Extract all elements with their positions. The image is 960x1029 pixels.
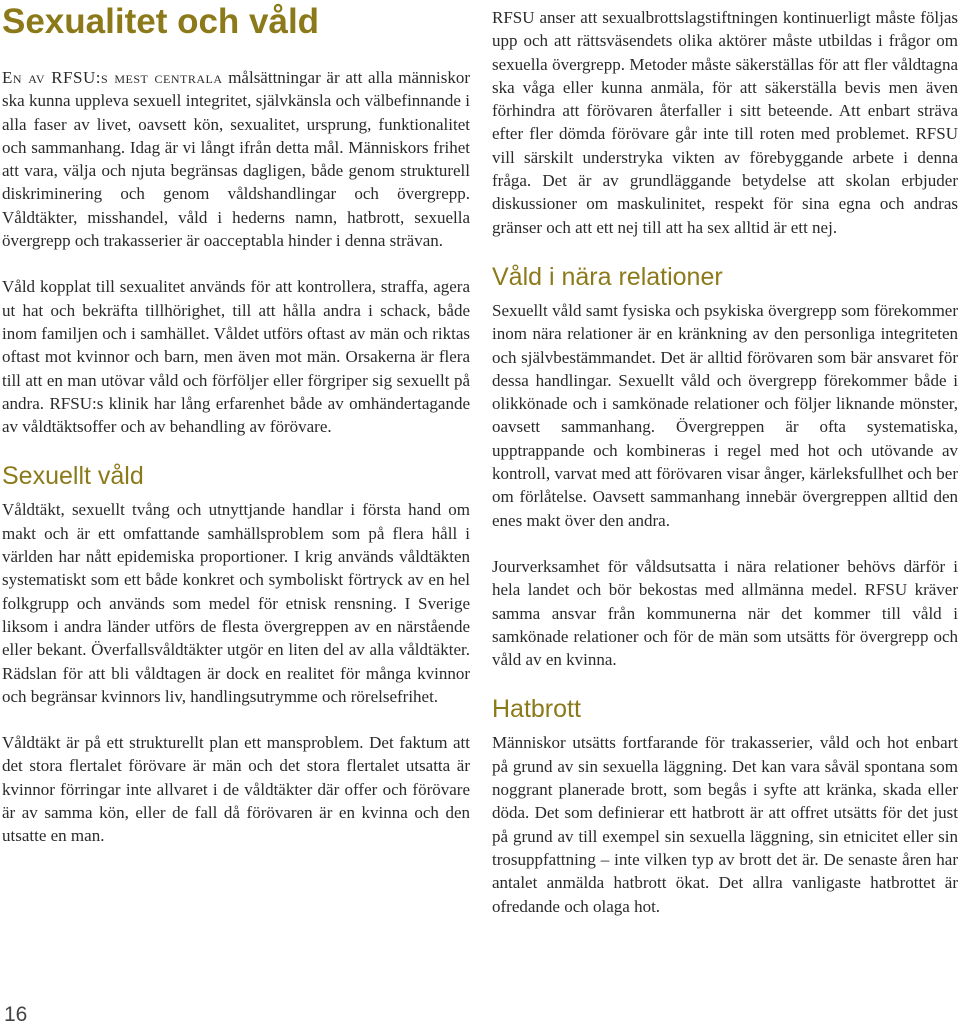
left-column — [2, 0, 470, 871]
heading-hatbrott: Hatbrott — [492, 695, 581, 724]
paragraph-hatbrott: Människor utsätts fortfarande för trakasserier, våld och hot enbart på grund av sin sexuella läggning. Det kan vara såväl spontana som noggrant planerade brott, som begås i syfte att kränka, skada eller döda. Det som definierar ett hatbrott är att offret utsätts för det just på grund av till exempel sin sexuella läggning, sin etnicitet eller sin trosuppfattning – inte vilken typ av brott det är. De senaste åren har antalet anmälda hatbrott ökat. Det allra vanligaste hatbrottet är ofredande och olaga hot. — [492, 733, 958, 916]
intro-lead-smallcaps: En av RFSU:s mest centrala — [2, 68, 223, 87]
intro-rest: målsättningar är att alla människor ska kunna uppleva sexuell integritet, självkänsla och välbefinnande i alla faser av livet, oavsett kön, sexualitet, ursprung, funktionalitet och sammanhang. Idag är vi långt ifrån detta mål. Människors frihet att vara, välja och njuta begränsas dagligen, både genom strukturell diskriminering och genom våldshandlingar och övergrepp. Våldtäkter, misshandel, våld i hederns namn, hatbrott, sexuella övergrepp och trakasserier är oacceptabla hinder i denna strävan. — [2, 68, 470, 251]
heading-sexuellt-vald: Sexuellt våld — [2, 462, 144, 491]
paragraph-vald-kopplat: Våld kopplat till sexualitet används för att kontrollera, straffa, agera ut hat och bekräfta tillhörighet, till att hålla andra i schack, både inom familjen och i samhället. Våldet utförs oftast av män och riktas oftast mot kvinnor och barn, men även mot män. Orsakerna är flera till att en man utövar våld och förföljer eller förgriper sig sexuellt på andra. RFSU:s klinik har lång erfarenhet både av omhändertagande av våldtäktsoffer och av behandling av förövare. — [2, 277, 470, 437]
right-column — [492, 6, 958, 941]
page-number: 16 — [4, 1003, 28, 1026]
paragraph-sexuellt-vald-nara: Sexuellt våld samt fysiska och psykiska övergrepp som förekommer inom nära relationer är en kränkning av den personliga integriteten och självbestämmandet. Det är alltid förövaren som bär ansvaret för dessa handlingar. Sexuellt våld och övergrepp förekommer både i olikkönade och i samkönade relationer och följer liknande mönster, oavsett sammanhang. Övergreppen är ofta systematiska, upptrappande och kombineras i regel med hot och utövande av kontroll, varvat med att förövaren visar ånger, kärleksfullhet och ber om förlåtelse. Oavsett sammanhang innebär övergreppen alltid den enes makt över den andra. — [492, 300, 958, 530]
paragraph-rfsu-anser: RFSU anser att sexualbrottslagstiftningen kontinuerligt måste följas upp och att rättsväsendets olika aktörer måste utbildas i frågor om sexuella övergrepp. Metoder måste säkerställas för att fler våldtagna ska våga eller kunna anmäla, för att säkerställa bevis men även förhindra att förövaren återfaller i sitt beteende. Att enbart sträva efter fler dömda förövare går inte till roten med problemet. RFSU vill särskilt understryka vikten av förebyggande arbete i denna fråga. Det är av grundläggande betydelse att skolan erbjuder diskussioner om maskulinitet, respekt för sina egna och andras gränser och att ett nej till att ha sex alltid är ett nej. — [492, 8, 958, 237]
page-title: Sexualitet och våld — [2, 2, 320, 41]
paragraph-jourverksamhet: Jourverksamhet för våldsutsatta i nära relationer behövs därför i hela landet och bör bekostas med allmänna medel. RFSU kräver samma ansvar från kommunerna när det kommer till våld i samkönade relationer och för de män som utsätts för övergrepp och våld av en kvinna. — [492, 556, 958, 670]
paragraph-mansproblem: Våldtäkt är på ett strukturellt plan ett mansproblem. Det faktum att det stora flertalet förövare är män och det stora flertalet utsatta är kvinnor förringar inte allvaret i de våldtäkter där offer och förövare är av samma kön, eller de fall då förövaren är en kvinna och den utsatte en man. — [2, 733, 470, 846]
heading-vald-i-nara-relationer: Våld i nära relationer — [492, 262, 723, 291]
paragraph-valdtakt: Våldtäkt, sexuellt tvång och utnyttjande handlar i första hand om makt och är ett omfattande samhällsproblem som på flera håll i världen har nått epidemiska proportioner. I krig används våldtäkten systematiskt som ett både konkret och symboliskt förtryck av en hel folkgrupp och används som medel för etnisk rensning. I Sverige liksom i andra länder utförs de flesta övergreppen av en närstående eller bekant. Överfallsvåldtäkter utgör en liten del av alla våldtäkter. Rädslan för att bli våldtagen är dock en realitet för många kvinnor och begränsar kvinnors liv, handlingsutrymme och rörelsefrihet. — [2, 500, 470, 706]
intro-paragraph — [2, 66, 470, 252]
